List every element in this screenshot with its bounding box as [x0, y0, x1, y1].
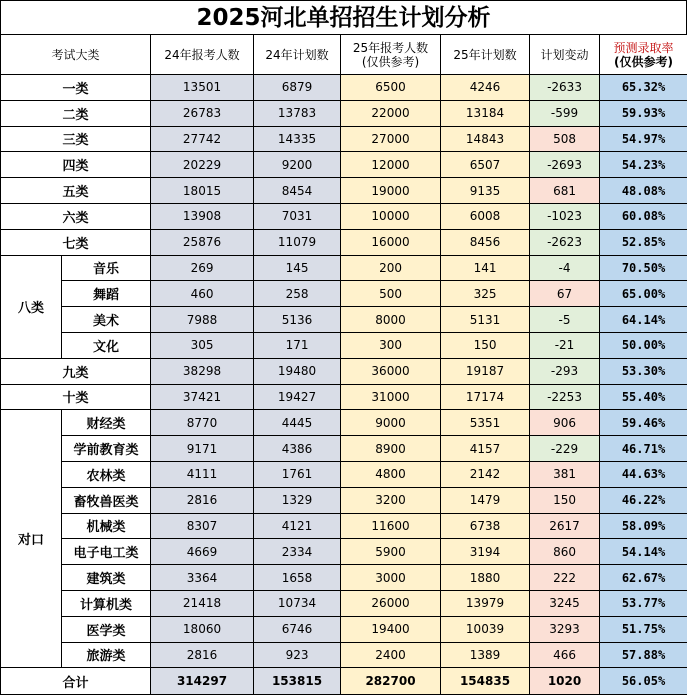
header-plan-24: 24年计划数 [254, 35, 341, 75]
applicants-25-cell: 3000 [341, 565, 441, 591]
plan-24-cell: 10734 [254, 590, 341, 616]
category-label: 七类 [1, 229, 151, 255]
plan-24-cell: 13783 [254, 100, 341, 126]
rate-cell: 50.00% [600, 332, 687, 358]
category-label: 十类 [1, 384, 151, 410]
table-row [1, 332, 687, 358]
table-row [1, 358, 687, 384]
subcategory-label: 舞蹈 [62, 281, 151, 307]
table-row [1, 100, 687, 126]
total-rate: 56.05% [600, 668, 687, 695]
plan-24-cell: 4445 [254, 410, 341, 436]
header-applicants-25-line1: 25年报考人数 [352, 40, 429, 55]
total-plan-24: 153815 [254, 668, 341, 695]
plan-change-cell: 67 [530, 281, 600, 307]
rate-cell: 44.63% [600, 461, 687, 487]
applicants-25-cell: 12000 [341, 152, 441, 178]
plan-25-cell: 19187 [441, 358, 530, 384]
rate-cell: 54.14% [600, 539, 687, 565]
plan-change-cell: 860 [530, 539, 600, 565]
rate-cell: 57.88% [600, 642, 687, 668]
plan-25-cell: 325 [441, 281, 530, 307]
plan-25-cell: 1479 [441, 487, 530, 513]
applicants-24-cell: 26783 [151, 100, 254, 126]
page-title: 2025河北单招招生计划分析 [0, 0, 687, 34]
rate-cell: 65.32% [600, 75, 687, 101]
plan-24-cell: 145 [254, 255, 341, 281]
applicants-24-cell: 4669 [151, 539, 254, 565]
table-row [1, 307, 687, 333]
plan-25-cell: 6507 [441, 152, 530, 178]
applicants-25-cell: 26000 [341, 590, 441, 616]
rate-cell: 59.46% [600, 410, 687, 436]
table-row [1, 590, 687, 616]
rate-cell: 53.77% [600, 590, 687, 616]
header-category: 考试大类 [1, 35, 151, 75]
rate-cell: 46.71% [600, 436, 687, 462]
plan-24-cell: 171 [254, 332, 341, 358]
table-row [1, 229, 687, 255]
header-rate-line2: (仅供参考) [614, 54, 673, 69]
plan-24-cell: 1761 [254, 461, 341, 487]
applicants-25-cell: 2400 [341, 642, 441, 668]
applicants-25-cell: 22000 [341, 100, 441, 126]
plan-change-cell: -5 [530, 307, 600, 333]
group-label: 八类 [1, 255, 62, 358]
plan-change-cell: 681 [530, 178, 600, 204]
applicants-24-cell: 13501 [151, 75, 254, 101]
rate-cell: 64.14% [600, 307, 687, 333]
applicants-24-cell: 3364 [151, 565, 254, 591]
plan-change-cell: 2617 [530, 513, 600, 539]
applicants-25-cell: 27000 [341, 126, 441, 152]
applicants-25-cell: 19400 [341, 616, 441, 642]
subcategory-label: 财经类 [62, 410, 151, 436]
plan-25-cell: 150 [441, 332, 530, 358]
plan-24-cell: 6879 [254, 75, 341, 101]
plan-change-cell: 381 [530, 461, 600, 487]
plan-change-cell: -2693 [530, 152, 600, 178]
subcategory-label: 机械类 [62, 513, 151, 539]
plan-change-cell: -599 [530, 100, 600, 126]
enrollment-table [0, 34, 687, 695]
table-row [1, 203, 687, 229]
rate-cell: 62.67% [600, 565, 687, 591]
applicants-25-cell: 36000 [341, 358, 441, 384]
header-row [1, 35, 687, 75]
header-rate-line1: 预测录取率 [613, 40, 674, 55]
applicants-25-cell: 500 [341, 281, 441, 307]
rate-cell: 54.97% [600, 126, 687, 152]
plan-25-cell: 10039 [441, 616, 530, 642]
applicants-24-cell: 38298 [151, 358, 254, 384]
table-row [1, 384, 687, 410]
plan-25-cell: 3194 [441, 539, 530, 565]
plan-change-cell: -1023 [530, 203, 600, 229]
applicants-25-cell: 4800 [341, 461, 441, 487]
plan-24-cell: 2334 [254, 539, 341, 565]
applicants-25-cell: 9000 [341, 410, 441, 436]
plan-change-cell: -4 [530, 255, 600, 281]
plan-25-cell: 5351 [441, 410, 530, 436]
category-label: 五类 [1, 178, 151, 204]
rate-cell: 58.09% [600, 513, 687, 539]
table-row [1, 513, 687, 539]
applicants-24-cell: 8307 [151, 513, 254, 539]
table-row [1, 539, 687, 565]
table-row [1, 487, 687, 513]
header-applicants-24: 24年报考人数 [151, 35, 254, 75]
subcategory-label: 美术 [62, 307, 151, 333]
subcategory-label: 音乐 [62, 255, 151, 281]
plan-change-cell: 906 [530, 410, 600, 436]
plan-24-cell: 258 [254, 281, 341, 307]
subcategory-label: 计算机类 [62, 590, 151, 616]
applicants-25-cell: 8000 [341, 307, 441, 333]
rate-cell: 48.08% [600, 178, 687, 204]
applicants-24-cell: 8770 [151, 410, 254, 436]
applicants-24-cell: 2816 [151, 642, 254, 668]
rate-cell: 59.93% [600, 100, 687, 126]
applicants-24-cell: 18015 [151, 178, 254, 204]
plan-24-cell: 9200 [254, 152, 341, 178]
table-row [1, 152, 687, 178]
plan-change-cell: 3293 [530, 616, 600, 642]
rate-cell: 55.40% [600, 384, 687, 410]
applicants-24-cell: 4111 [151, 461, 254, 487]
plan-24-cell: 7031 [254, 203, 341, 229]
applicants-25-cell: 8900 [341, 436, 441, 462]
plan-25-cell: 17174 [441, 384, 530, 410]
subcategory-label: 学前教育类 [62, 436, 151, 462]
plan-change-cell: -2253 [530, 384, 600, 410]
plan-25-cell: 4157 [441, 436, 530, 462]
plan-change-cell: -293 [530, 358, 600, 384]
applicants-25-cell: 31000 [341, 384, 441, 410]
applicants-25-cell: 5900 [341, 539, 441, 565]
table-row [1, 565, 687, 591]
category-label: 三类 [1, 126, 151, 152]
plan-24-cell: 5136 [254, 307, 341, 333]
plan-24-cell: 1658 [254, 565, 341, 591]
total-applicants-25: 282700 [341, 668, 441, 695]
applicants-25-cell: 300 [341, 332, 441, 358]
plan-25-cell: 6008 [441, 203, 530, 229]
applicants-24-cell: 7988 [151, 307, 254, 333]
plan-24-cell: 923 [254, 642, 341, 668]
applicants-25-cell: 16000 [341, 229, 441, 255]
header-plan-change: 计划变动 [530, 35, 600, 75]
plan-change-cell: 508 [530, 126, 600, 152]
subcategory-label: 电子电工类 [62, 539, 151, 565]
subcategory-label: 农林类 [62, 461, 151, 487]
applicants-24-cell: 25876 [151, 229, 254, 255]
table-row [1, 410, 687, 436]
total-plan-change: 1020 [530, 668, 600, 695]
plan-25-cell: 1389 [441, 642, 530, 668]
subcategory-label: 建筑类 [62, 565, 151, 591]
applicants-24-cell: 13908 [151, 203, 254, 229]
plan-24-cell: 8454 [254, 178, 341, 204]
table-row [1, 461, 687, 487]
category-label: 六类 [1, 203, 151, 229]
table-row [1, 255, 687, 281]
plan-24-cell: 14335 [254, 126, 341, 152]
plan-25-cell: 2142 [441, 461, 530, 487]
rate-cell: 60.08% [600, 203, 687, 229]
applicants-24-cell: 460 [151, 281, 254, 307]
applicants-25-cell: 10000 [341, 203, 441, 229]
table-row [1, 126, 687, 152]
applicants-25-cell: 200 [341, 255, 441, 281]
total-row [1, 668, 687, 695]
plan-24-cell: 4386 [254, 436, 341, 462]
subcategory-label: 畜牧兽医类 [62, 487, 151, 513]
plan-24-cell: 6746 [254, 616, 341, 642]
plan-25-cell: 5131 [441, 307, 530, 333]
plan-change-cell: 3245 [530, 590, 600, 616]
table-row [1, 616, 687, 642]
category-label: 四类 [1, 152, 151, 178]
category-label: 二类 [1, 100, 151, 126]
total-applicants-24: 314297 [151, 668, 254, 695]
applicants-24-cell: 18060 [151, 616, 254, 642]
table-row [1, 75, 687, 101]
subcategory-label: 医学类 [62, 616, 151, 642]
applicants-24-cell: 27742 [151, 126, 254, 152]
plan-change-cell: -2633 [530, 75, 600, 101]
rate-cell: 54.23% [600, 152, 687, 178]
rate-cell: 53.30% [600, 358, 687, 384]
applicants-24-cell: 9171 [151, 436, 254, 462]
applicants-24-cell: 269 [151, 255, 254, 281]
applicants-24-cell: 21418 [151, 590, 254, 616]
rate-cell: 70.50% [600, 255, 687, 281]
applicants-24-cell: 37421 [151, 384, 254, 410]
rate-cell: 46.22% [600, 487, 687, 513]
rate-cell: 65.00% [600, 281, 687, 307]
group-label: 对口 [1, 410, 62, 668]
applicants-25-cell: 6500 [341, 75, 441, 101]
plan-25-cell: 13184 [441, 100, 530, 126]
plan-change-cell: 466 [530, 642, 600, 668]
table-row [1, 178, 687, 204]
plan-change-cell: -229 [530, 436, 600, 462]
header-plan-25: 25年计划数 [441, 35, 530, 75]
category-label: 九类 [1, 358, 151, 384]
total-label: 合计 [1, 668, 151, 695]
applicants-24-cell: 305 [151, 332, 254, 358]
table-row [1, 642, 687, 668]
plan-25-cell: 4246 [441, 75, 530, 101]
plan-24-cell: 1329 [254, 487, 341, 513]
subcategory-label: 文化 [62, 332, 151, 358]
plan-change-cell: -2623 [530, 229, 600, 255]
plan-25-cell: 1880 [441, 565, 530, 591]
plan-25-cell: 13979 [441, 590, 530, 616]
header-applicants-25 [341, 35, 441, 75]
plan-24-cell: 19427 [254, 384, 341, 410]
plan-25-cell: 9135 [441, 178, 530, 204]
rate-cell: 52.85% [600, 229, 687, 255]
plan-24-cell: 4121 [254, 513, 341, 539]
plan-24-cell: 19480 [254, 358, 341, 384]
plan-change-cell: 150 [530, 487, 600, 513]
applicants-25-cell: 19000 [341, 178, 441, 204]
plan-25-cell: 8456 [441, 229, 530, 255]
subcategory-label: 旅游类 [62, 642, 151, 668]
plan-25-cell: 141 [441, 255, 530, 281]
plan-25-cell: 14843 [441, 126, 530, 152]
total-plan-25: 154835 [441, 668, 530, 695]
applicants-24-cell: 20229 [151, 152, 254, 178]
applicants-24-cell: 2816 [151, 487, 254, 513]
plan-change-cell: 222 [530, 565, 600, 591]
applicants-25-cell: 3200 [341, 487, 441, 513]
plan-24-cell: 11079 [254, 229, 341, 255]
plan-25-cell: 6738 [441, 513, 530, 539]
header-applicants-25-line2: (仅供参考) [361, 54, 420, 69]
plan-change-cell: -21 [530, 332, 600, 358]
table-row [1, 281, 687, 307]
applicants-25-cell: 11600 [341, 513, 441, 539]
header-rate [600, 35, 687, 75]
table-row [1, 436, 687, 462]
rate-cell: 51.75% [600, 616, 687, 642]
category-label: 一类 [1, 75, 151, 101]
